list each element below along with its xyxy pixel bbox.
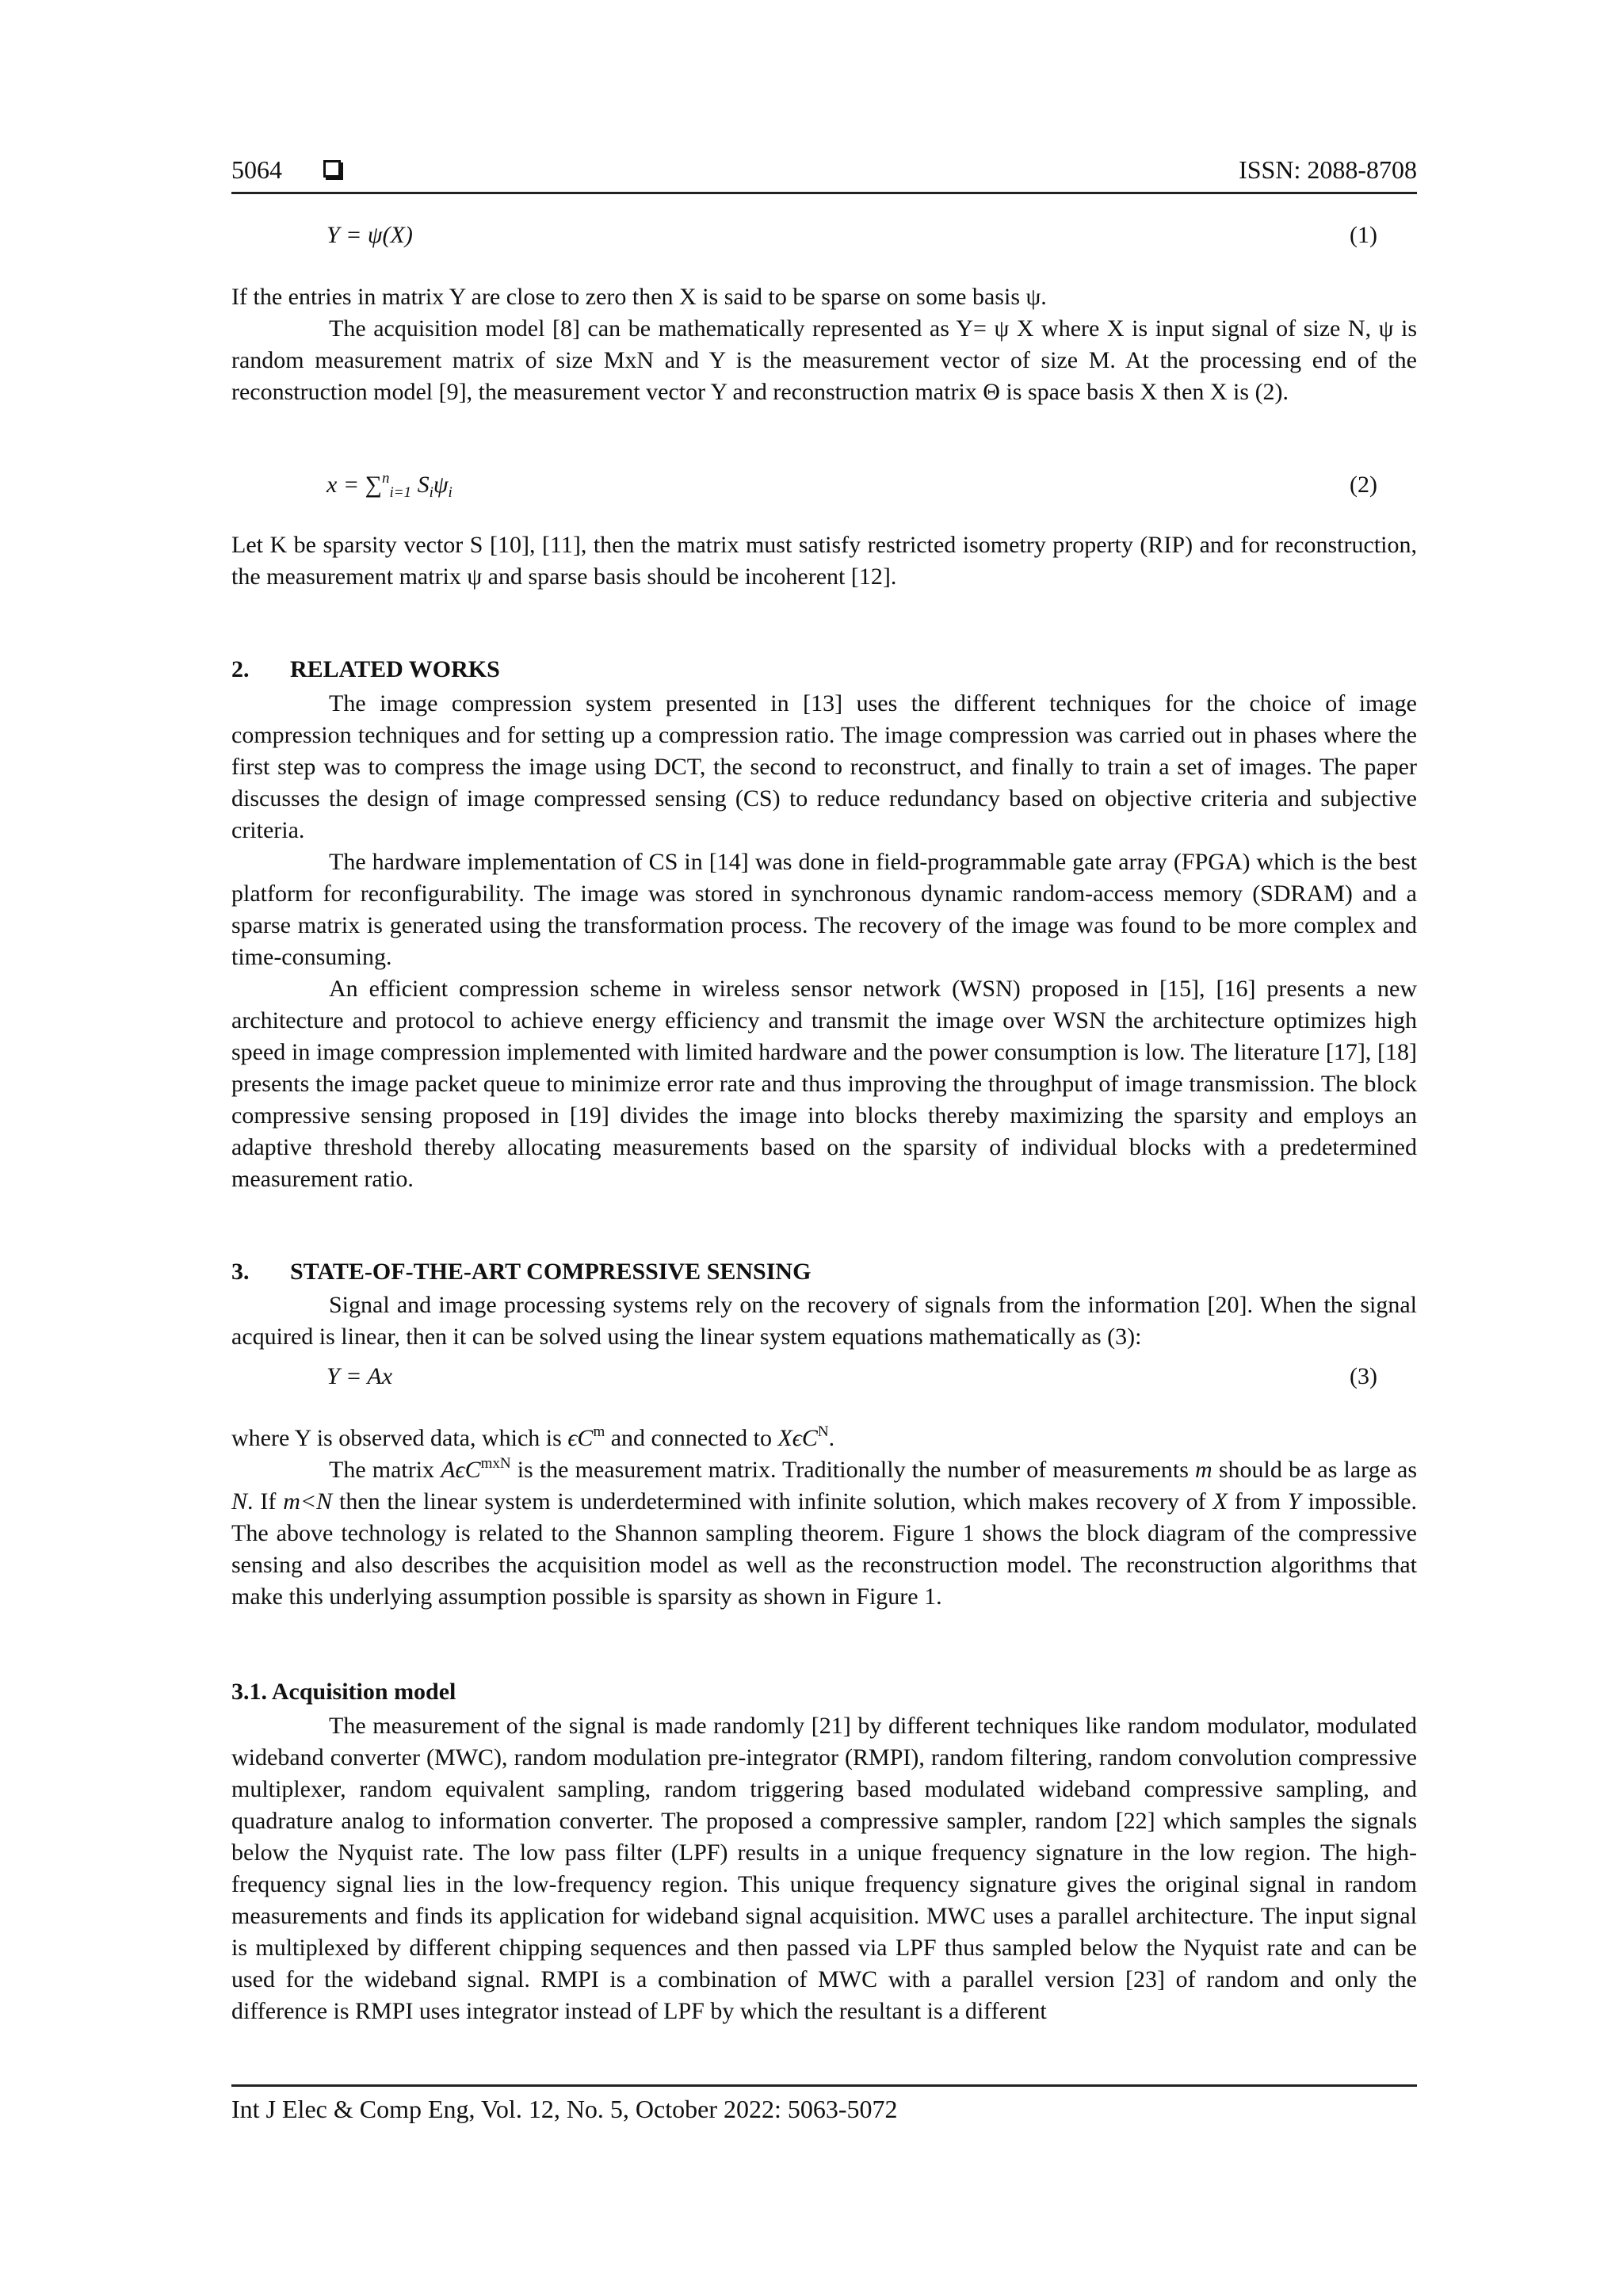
section-3-number: 3. [231, 1259, 250, 1285]
paragraph-observed-data: where Y is observed data, which is $\epsilon C^m$ and connected to XϵC$^N$. [231, 1423, 835, 1451]
section-2-paragraph: An efficient compression scheme in wireless sensor network (WSN) proposed in [15], [16] presents a new architecture and protocol to achieve energy efficiency and transmit the image over WSN the architecture optimizes high speed in image compression implemented with limited hardware and the power consumption is low. The literature [17], [18] presents the image packet queue to minimize error rate and thus improving the throughput of image transmission. The block compressive sensing proposed in [19] divides the image into blocks thereby maximizing the sparsity and employs an adaptive threshold thereby allocating measurements based on the sparsity of individual blocks with a predetermined measurement ratio. [231, 976, 1417, 1192]
subsection-3-1-title: Acquisition model [271, 1679, 456, 1705]
section-3-heading [231, 1259, 811, 1286]
equation-3 [231, 1363, 1417, 1395]
issn-label: ISSN: 2088-8708 [1239, 155, 1417, 184]
equation-3-formula: Y = Ax [327, 1363, 393, 1389]
page-header [231, 152, 1417, 194]
section-2-paragraph: The image compression system presented in [13] uses the different techniques for the choice of image compression techniques and for setting up a compression ratio. The image compression was carried out in phases where the first step was to compress the image using DCT, the second to reconstruct, and finally to train a set of images. The paper discusses the design of image compressed sensing (CS) to reduce redundancy based on objective criteria and subjective criteria. [231, 690, 1417, 843]
section-2-title: RELATED WORKS [290, 656, 500, 682]
page-footer [231, 2084, 1417, 2124]
section-2-paragraph: The hardware implementation of CS in [14] was done in field-programmable gate array (FPGA) which is the best platform for reconfigurability. The image was stored in synchronous dynamic random-access memory (SDRAM) and a sparse matrix is generated using the transformation process. The recovery of the image was found to be more complex and time-consuming. [231, 849, 1417, 970]
paragraph-rip: Let K be sparsity vector S [10], [11], then the matrix must satisfy restricted isometry property (RIP) and for reconstruction, the measurement matrix ψ and sparse basis should be incoherent [12]. [231, 532, 1417, 590]
paragraph-measurement-matrix: The matrix AϵC$^{mxN}$ is the measurement matrix. Traditionally the number of measurements m should be as large as N. If m<N then the linear system is underdetermined with infinite solution, which makes recovery of X from Y impossible. The above technology is related to the Shannon sampling theorem. Figure 1 shows the block diagram of the compressive sensing and also describes the acquisition model as well as the reconstruction model. The reconstruction algorithms that make this underlying assumption possible is sparsity as shown in Figure 1. [231, 1455, 1417, 1610]
equation-2-number: (2) [1350, 472, 1377, 498]
subsection-3-1-heading [231, 1679, 456, 1706]
subsection-3-1-paragraph: The measurement of the signal is made randomly [21] by different techniques like random modulator, modulated wideband converter (MWC), random modulation pre-integrator (RMPI), random filtering, random convolution compressive multiplexer, random equivalent sampling, random triggering based modulated wideband compressive sampling, and quadrature analog to information converter. The proposed a compressive sampler, random [22] which samples the signals below the Nyquist rate. The low pass filter (LPF) results in a unique frequency signature in the low region. The high-frequency signal lies in the low-frequency region. This unique frequency signature gives the original signal in random measurements and finds its application for wideband signal acquisition. MWC uses a parallel architecture. The input signal is multiplexed by different chipping sequences and then passed via LPF thus sampled below the Nyquist rate and can be used for the wideband signal. RMPI is a combination of MWC with a parallel version [23] of random and only the difference is RMPI uses integrator instead of LPF by which the resultant is a different [231, 1713, 1417, 2024]
subsection-3-1-number: 3.1. [231, 1679, 267, 1705]
paragraph-sparse: If the entries in matrix Y are close to zero then X is said to be sparse on some basis ψ. [231, 284, 1047, 310]
page-number: 5064 [231, 155, 282, 184]
equation-2 [231, 472, 1417, 503]
section-3-title: STATE-OF-THE-ART COMPRESSIVE SENSING [290, 1259, 812, 1285]
equation-1 [231, 222, 1417, 254]
journal-citation: Int J Elec & Comp Eng, Vol. 12, No. 5, October 2022: 5063-5072 [231, 2095, 898, 2123]
section-3-paragraph-1: Signal and image processing systems rely on the recovery of signals from the information [20]. When the signal acquired is linear, then it can be solved using the linear system equations mathematically as (3): [231, 1292, 1417, 1350]
equation-2-formula: x = ∑$^n_{i=1}$ $S_i\psi_i$ [327, 470, 453, 501]
section-2-heading [231, 656, 500, 683]
section-2-body [231, 688, 1417, 1195]
square-icon [323, 160, 341, 178]
equation-3-number: (3) [1350, 1363, 1377, 1389]
paragraph-acquisition-intro: The acquisition model [8] can be mathematically represented as Y= ψ X where X is input signal of size N, ψ is random measurement matrix of size MxN and Y is the measurement vector of size M. At the processing end of the reconstruction model [9], the measurement vector Y and reconstruction matrix Θ is space basis X then X is (2). [231, 315, 1417, 405]
equation-1-formula: Y = ψ(X) [327, 222, 413, 248]
section-2-number: 2. [231, 656, 250, 682]
equation-1-number: (1) [1350, 222, 1377, 248]
